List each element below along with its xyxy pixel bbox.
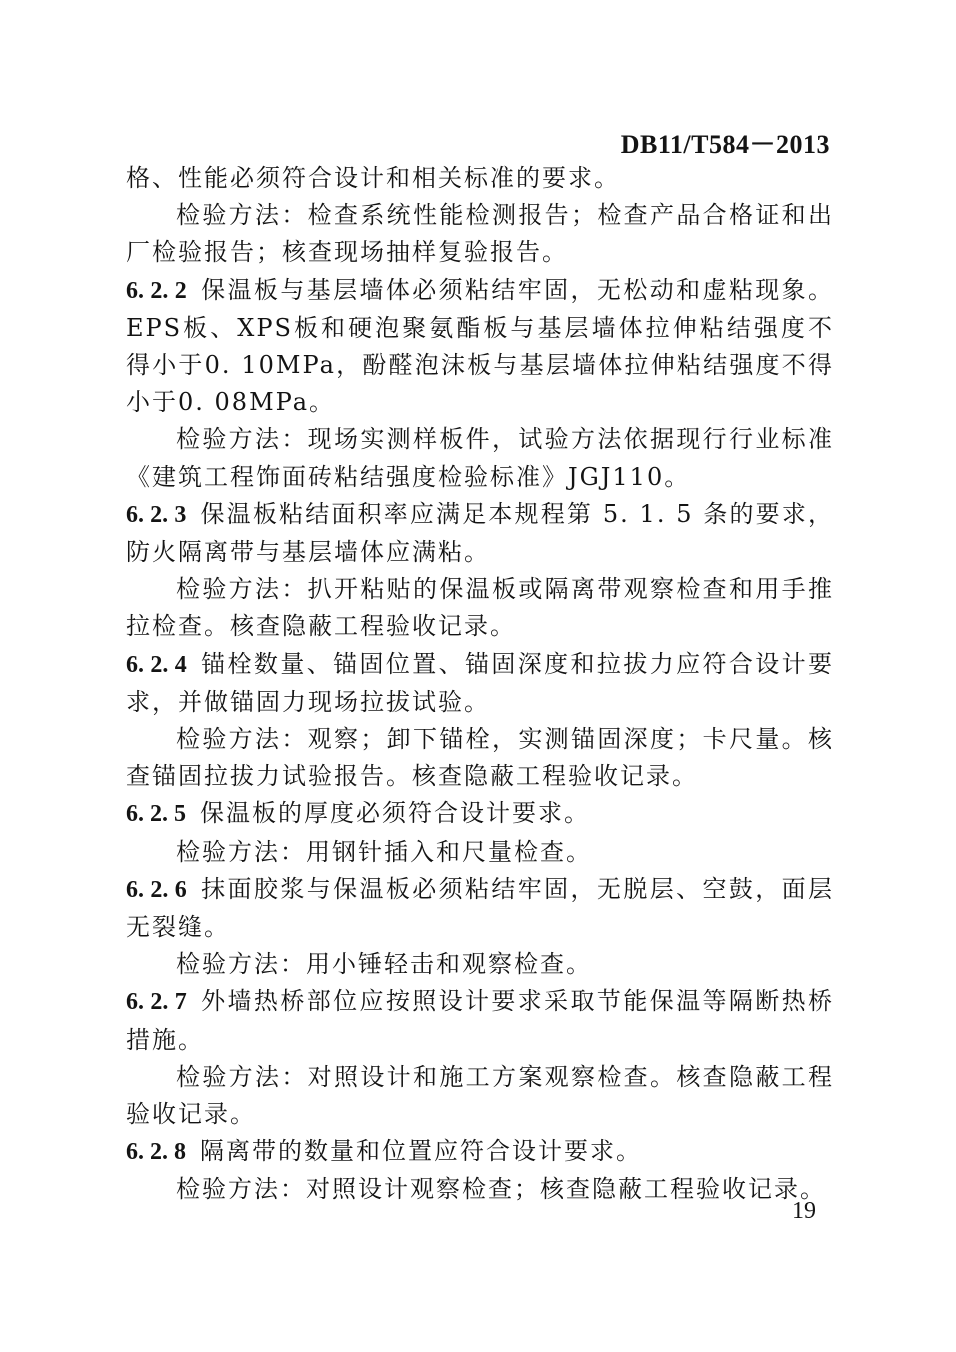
paragraph-text: 检验方法：用小锤轻击和观察检查。: [176, 950, 592, 979]
clause-number: 6. 2. 3: [126, 501, 187, 528]
inspection-method: [126, 1171, 834, 1208]
clause-text: 锚栓数量、锚固位置、锚固深度和拉拔力应符合设计要求，并做锚固力现场拉拔试验。: [126, 649, 835, 716]
clause-6-2-6: [126, 871, 834, 946]
clause-text: 外墙热桥部位应按照设计要求采取节能保温等隔断热桥措施。: [126, 987, 835, 1054]
paragraph-text: 格、性能必须符合设计和相关标准的要求。: [126, 164, 620, 192]
clause-number: 6. 2. 4: [126, 651, 187, 678]
clause-6-2-4: [126, 646, 834, 721]
paragraph-text: 检验方法：检查系统性能检测报告；检查产品合格证和出厂检验报告；核查现场抽样复验报告。: [126, 201, 834, 267]
inspection-method: [126, 197, 834, 271]
clause-number: 6. 2. 7: [126, 989, 187, 1016]
clause-6-2-3: [126, 496, 834, 571]
page-number: 19: [792, 1198, 816, 1224]
inspection-method: [126, 946, 834, 983]
clause-6-2-5: [126, 795, 834, 833]
clause-6-2-7: [126, 983, 834, 1058]
inspection-method: [126, 721, 834, 795]
clause-number: 6. 2. 8: [126, 1139, 186, 1166]
document-body: [126, 160, 834, 1209]
clause-text: 抹面胶浆与保温板必须粘结牢固，无脱层、空鼓，面层无裂缝。: [126, 874, 835, 942]
paragraph-text: 检验方法：观察；卸下锚栓，实测锚固深度；卡尺量。核查锚固拉拔力试验报告。核查隐蔽工程验收记录。: [126, 725, 834, 791]
document-code-header: DB11/T584－2013: [620, 130, 830, 159]
inspection-method: [126, 834, 834, 871]
clause-text: 保温板的厚度必须符合设计要求。: [200, 799, 590, 828]
inspection-method: [126, 1059, 834, 1133]
clause-text: 隔离带的数量和位置应符合设计要求。: [200, 1137, 642, 1166]
inspection-method: [126, 571, 834, 645]
paragraph-continuation: [126, 160, 834, 197]
clause-number: 6. 2. 6: [126, 876, 187, 903]
inspection-method: [126, 421, 834, 495]
clause-number: 6. 2. 5: [126, 801, 186, 828]
clause-6-2-8: [126, 1133, 834, 1171]
clause-6-2-2: [126, 272, 834, 422]
paragraph-text: 检验方法：现场实测样板件，试验方法依据现行行业标准《建筑工程饰面砖粘结强度检验标准》JGJ110。: [126, 425, 834, 491]
clause-text: 保温板与基层墙体必须粘结牢固，无松动和虚粘现象。EPS板、XPS板和硬泡聚氨酯板与基层墙体拉伸粘结强度不得小于0. 10MPa，酚醛泡沫板与基层墙体拉伸粘结强度不得小于0. 08MPa。: [126, 275, 835, 417]
clause-number: 6. 2. 2: [126, 277, 187, 304]
paragraph-text: 检验方法：对照设计观察检查；核查隐蔽工程验收记录。: [176, 1175, 826, 1204]
clause-text: 保温板粘结面积率应满足本规程第 5. 1. 5 条的要求，防火隔离带与基层墙体应满粘。: [126, 499, 834, 567]
paragraph-text: 检验方法：用钢针插入和尺量检查。: [176, 837, 592, 866]
paragraph-text: 检验方法：扒开粘贴的保温板或隔离带观察检查和用手推拉检查。核查隐蔽工程验收记录。: [126, 575, 834, 641]
paragraph-text: 检验方法：对照设计和施工方案观察检查。核查隐蔽工程验收记录。: [126, 1062, 834, 1129]
